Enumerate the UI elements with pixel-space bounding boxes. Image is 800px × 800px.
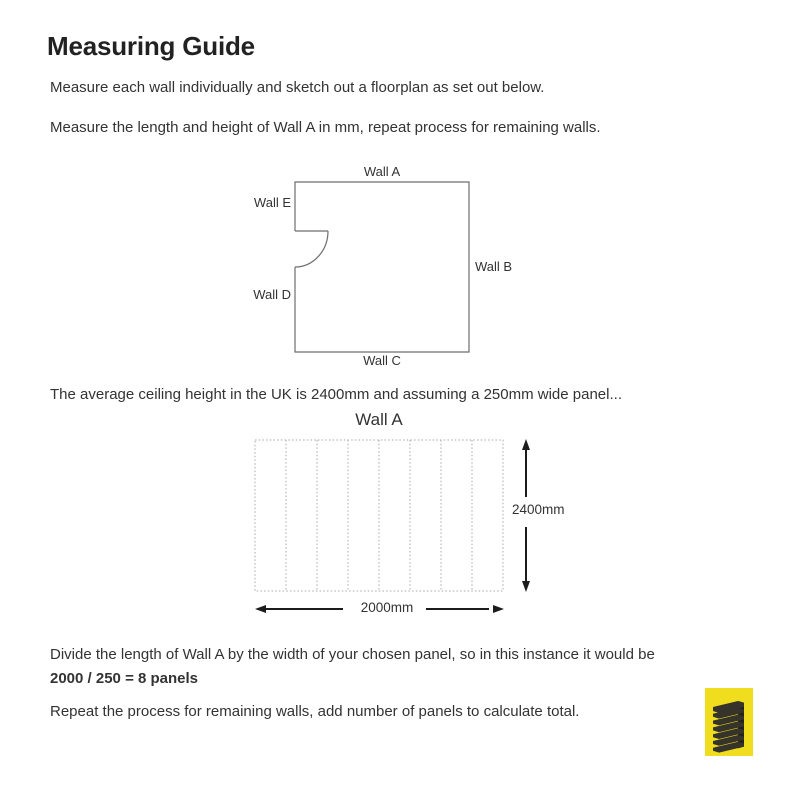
floorplan-wall-e-label: Wall E <box>253 195 291 210</box>
stacked-wall-panels-icon <box>705 688 753 756</box>
floorplan-walls-outline <box>295 182 469 352</box>
width-dimension-label: 2000mm <box>360 600 414 615</box>
calculation-line-1: Divide the length of Wall A by the width of your chosen panel, so in this instance it would be <box>50 646 655 663</box>
page-title: Measuring Guide <box>47 31 255 61</box>
door-swing-arc <box>295 231 328 267</box>
panel-diagram-title: Wall A <box>355 410 403 429</box>
panel-grid <box>286 440 472 591</box>
floorplan-wall-c-label: Wall C <box>363 353 401 368</box>
ceiling-note: The average ceiling height in the UK is 2400mm and assuming a 250mm wide panel... <box>50 386 622 403</box>
height-dimension-label: 2400mm <box>512 502 565 517</box>
floorplan-wall-a-label: Wall A <box>363 164 401 179</box>
floorplan-wall-d-label: Wall D <box>253 287 291 302</box>
floorplan-wall-b-label: Wall B <box>475 259 513 274</box>
panel-diagram <box>250 435 580 625</box>
calculation-line-2: Repeat the process for remaining walls, add number of panels to calculate total. <box>50 703 580 720</box>
intro-line-1: Measure each wall individually and sketch out a floorplan as set out below. <box>50 79 545 96</box>
intro-line-2: Measure the length and height of Wall A in mm, repeat process for remaining walls. <box>50 119 601 136</box>
floorplan-diagram <box>290 177 480 362</box>
calculation-formula: 2000 / 250 = 8 panels <box>50 670 199 687</box>
company-logo <box>705 688 753 756</box>
arrow-down-icon <box>522 581 530 592</box>
